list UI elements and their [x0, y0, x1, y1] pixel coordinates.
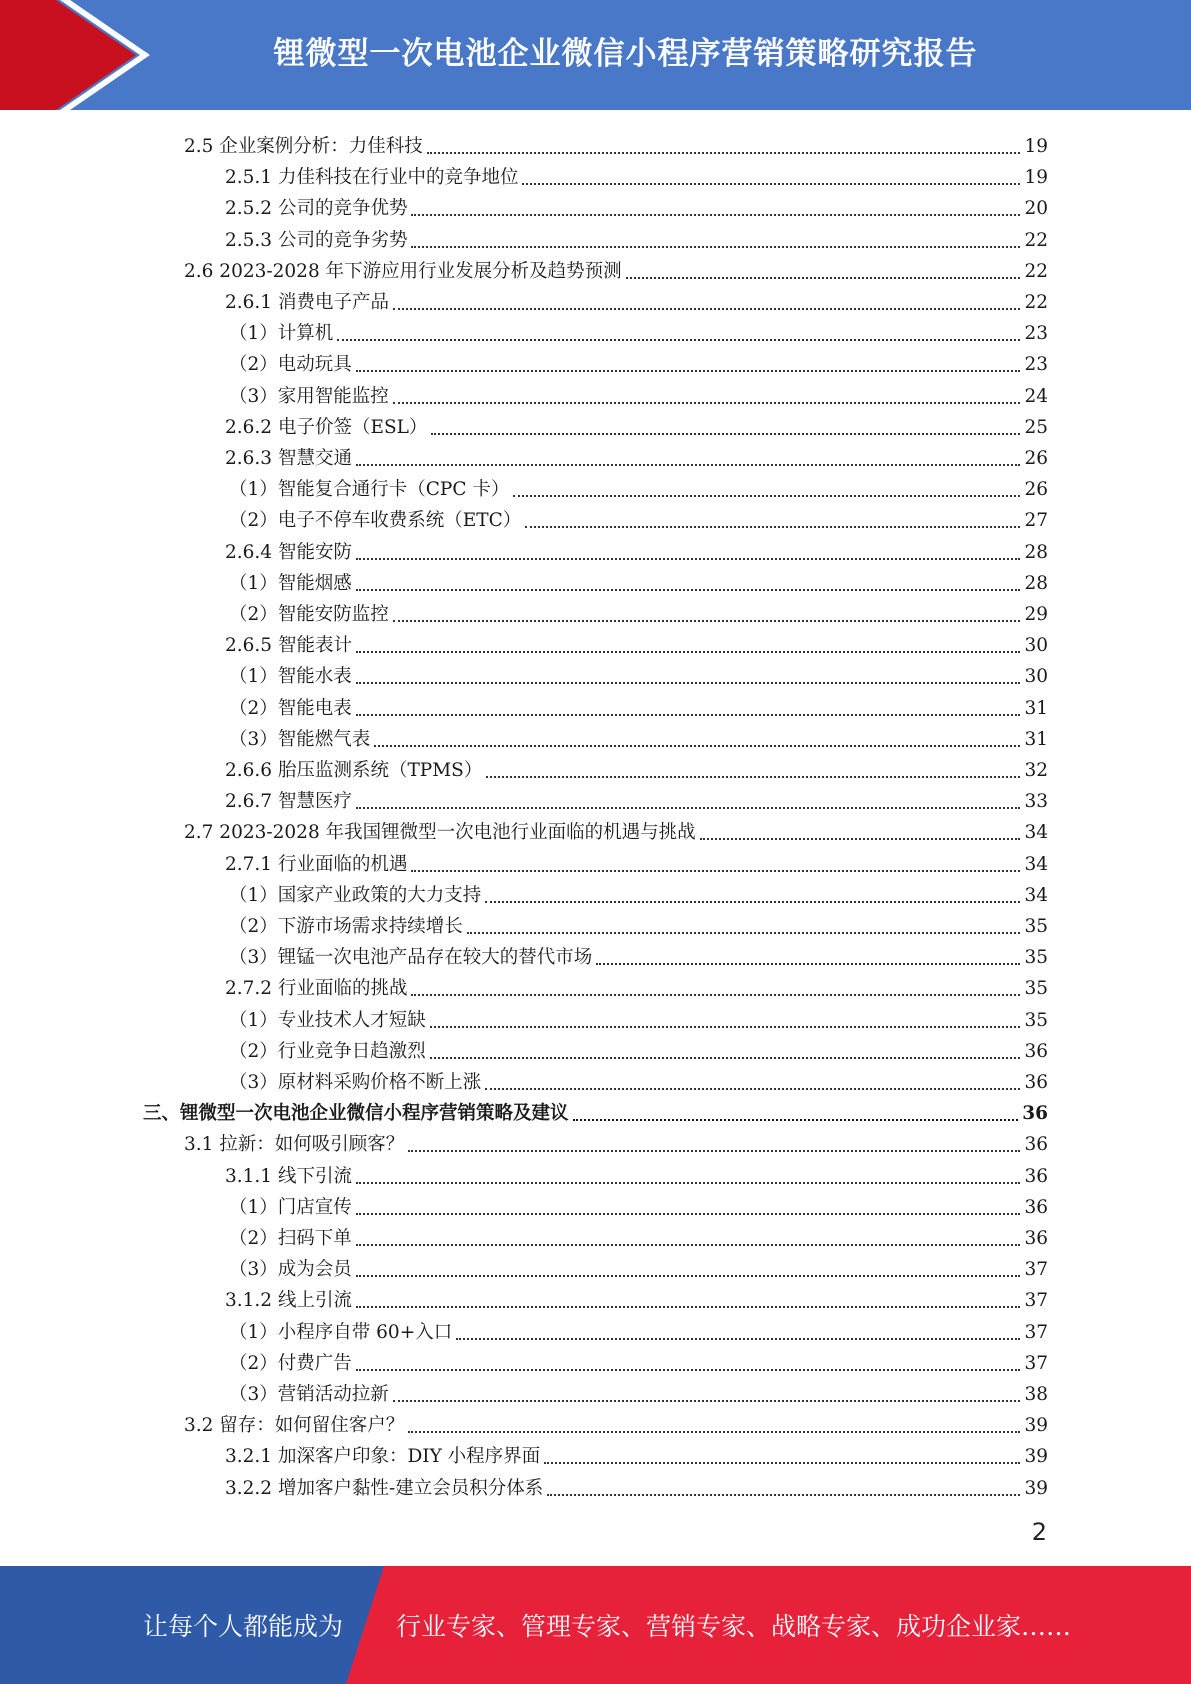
page-header: [0, 0, 1191, 110]
toc-entry-label: 2.7.1 行业面临的机遇: [225, 853, 408, 875]
toc-entry-label: 3.2 留存：如何留住客户？: [184, 1415, 405, 1437]
toc-entry-label: 2.5 企业案例分析：力佳科技: [184, 136, 423, 157]
toc-entry[interactable]: [225, 751, 1048, 782]
toc-leader-dots: [485, 1088, 1020, 1090]
toc-entry-page: 19: [1024, 167, 1048, 189]
toc-entry[interactable]: [229, 564, 1048, 595]
toc-leader-dots: [356, 1182, 1021, 1184]
toc-leader-dots: [356, 1244, 1021, 1246]
toc-entry[interactable]: [229, 876, 1048, 907]
toc-entry-label: 2.6.5 智能表计: [225, 635, 352, 657]
toc-leader-dots: [356, 1369, 1021, 1371]
toc-entry[interactable]: [229, 1375, 1048, 1406]
toc-leader-dots: [393, 1400, 1021, 1402]
toc-leader-dots: [547, 1494, 1020, 1496]
toc-leader-dots: [356, 807, 1021, 809]
toc-leader-dots: [356, 682, 1021, 684]
toc-entry[interactable]: [229, 377, 1048, 408]
toc-leader-dots: [430, 1057, 1021, 1059]
toc-entry-label: （1）专业技术人才短缺: [229, 1009, 426, 1031]
toc-leader-dots: [408, 1431, 1020, 1433]
toc-entry-label: 2.6.4 智能安防: [225, 541, 352, 563]
toc-entry-label: 2.6.1 消费电子产品: [225, 292, 389, 313]
toc-entry[interactable]: [184, 1406, 1048, 1437]
toc-entry-page: 35: [1024, 947, 1048, 969]
toc-leader-dots: [525, 526, 1020, 528]
toc-entry-page: 22: [1024, 292, 1048, 313]
toc-entry-label: （3）智能燃气表: [229, 728, 371, 750]
toc-entry-label: 3.1 拉新：如何吸引顾客？: [184, 1134, 405, 1156]
toc-entry-page: 19: [1024, 136, 1048, 157]
toc-leader-dots: [356, 464, 1021, 466]
toc-leader-dots: [411, 870, 1020, 872]
toc-entry-page: 36: [1024, 1072, 1048, 1093]
toc-entry-label: 2.6.6 胎压监测系统（TPMS）: [225, 760, 483, 781]
report-title: 锂微型一次电池企业微信小程序营销策略研究报告: [273, 35, 978, 72]
toc-entry[interactable]: [225, 969, 1048, 1000]
toc-entry-label: （2）行业竞争日趋激烈: [229, 1040, 426, 1062]
page-footer: [0, 1566, 1191, 1684]
toc-entry[interactable]: [229, 1344, 1048, 1375]
toc-entry[interactable]: [229, 1032, 1048, 1063]
toc-entry[interactable]: [184, 1125, 1048, 1156]
toc-entry-page: 35: [1024, 916, 1048, 937]
toc-entry[interactable]: [229, 1063, 1048, 1094]
toc-leader-dots: [430, 1026, 1021, 1028]
toc-leader-dots: [393, 402, 1021, 404]
toc-leader-dots: [544, 1462, 1020, 1464]
toc-leader-dots: [356, 651, 1021, 653]
toc-entry[interactable]: [225, 189, 1048, 220]
toc-entry-page: 35: [1024, 978, 1048, 1000]
toc-entry-label: 3.2.2 增加客户黏性-建立会员积分体系: [225, 1477, 544, 1499]
toc-entry[interactable]: [229, 595, 1048, 626]
toc-entry-label: （1）计算机: [229, 323, 334, 345]
toc-entry-page: 35: [1024, 1009, 1048, 1031]
toc-entry[interactable]: [225, 626, 1048, 657]
toc-entry-page: 22: [1024, 260, 1048, 282]
toc-leader-dots: [356, 589, 1021, 591]
footer-slogan-left: 让每个人都能成为: [143, 1612, 344, 1641]
toc-entry-label: 2.5.2 公司的竞争优势: [225, 198, 408, 220]
toc-entry-label: （2）付费广告: [229, 1352, 352, 1374]
toc-entry[interactable]: [225, 1157, 1048, 1188]
toc-entry-page: 39: [1024, 1477, 1048, 1499]
toc-entry[interactable]: [225, 845, 1048, 876]
toc-entry-page: 29: [1024, 604, 1048, 625]
toc-entry-label: 3.1.2 线上引流: [225, 1290, 352, 1312]
toc-leader-dots: [356, 714, 1021, 716]
toc-entry-page: 25: [1024, 416, 1048, 438]
toc-leader-dots: [456, 1338, 1020, 1340]
toc-entry-label: （1）智能复合通行卡（CPC 卡）: [229, 479, 510, 501]
toc-entry-page: 34: [1024, 853, 1048, 875]
toc-entry-page: 27: [1024, 510, 1048, 532]
toc-entry-page: 23: [1024, 323, 1048, 345]
toc-entry-page: 30: [1024, 635, 1048, 657]
toc-leader-dots: [356, 1306, 1021, 1308]
toc-entry[interactable]: [184, 813, 1048, 844]
toc-entry-page: 36: [1024, 1040, 1048, 1062]
toc-entry-page: 39: [1024, 1446, 1048, 1468]
toc-leader-dots: [485, 901, 1020, 903]
toc-entry-page: 37: [1024, 1321, 1048, 1343]
toc-entry[interactable]: [229, 501, 1048, 532]
toc-entry-page: 36: [1024, 1165, 1048, 1187]
toc-leader-dots: [573, 1119, 1019, 1121]
toc-entry[interactable]: [184, 252, 1048, 283]
toc-leader-dots: [427, 152, 1021, 154]
toc-leader-dots: [411, 994, 1020, 996]
toc-entry[interactable]: [229, 1250, 1048, 1281]
toc-entry[interactable]: [229, 907, 1048, 938]
toc-entry-label: （2）扫码下单: [229, 1228, 352, 1249]
toc-entry-label: （3）锂锰一次电池产品存在较大的替代市场: [229, 947, 593, 969]
toc-entry[interactable]: [229, 470, 1048, 501]
toc-entry-page: 30: [1024, 666, 1048, 688]
toc-entry-label: （2）电动玩具: [229, 354, 352, 376]
toc-entry[interactable]: [225, 158, 1048, 189]
toc-entry[interactable]: [225, 782, 1048, 813]
toc-leader-dots: [596, 963, 1020, 965]
toc-entry[interactable]: [225, 221, 1048, 252]
toc-entry[interactable]: [225, 1469, 1048, 1500]
toc-entry-label: （1）门店宣传: [229, 1196, 352, 1218]
toc-leader-dots: [356, 1213, 1021, 1215]
toc-entry-label: 2.5.3 公司的竞争劣势: [225, 229, 408, 251]
toc-entry[interactable]: [229, 938, 1048, 969]
toc-leader-dots: [700, 838, 1021, 840]
toc-leader-dots: [411, 246, 1020, 248]
toc-entry-label: 2.7.2 行业面临的挑战: [225, 978, 408, 1000]
toc-entry-label: 2.6.7 智慧医疗: [225, 791, 352, 813]
toc-entry-label: （2）电子不停车收费系统（ETC）: [229, 510, 522, 532]
toc-entry[interactable]: [229, 1001, 1048, 1032]
toc-leader-dots: [393, 308, 1020, 310]
toc-entry-page: 37: [1024, 1352, 1048, 1374]
toc-entry-page: 31: [1024, 697, 1048, 719]
toc-leader-dots: [408, 1150, 1020, 1152]
toc-entry[interactable]: [229, 1313, 1048, 1344]
toc-leader-dots: [522, 183, 1020, 185]
toc-entry-label: 2.5.1 力佳科技在行业中的竞争地位: [225, 167, 519, 189]
toc-entry[interactable]: [225, 408, 1048, 439]
toc-entry-page: 34: [1024, 822, 1048, 844]
toc-entry-label: （2）智能安防监控: [229, 604, 389, 625]
toc-entry-label: （1）智能水表: [229, 666, 352, 688]
toc-entry-page: 36: [1024, 1134, 1048, 1156]
toc-entry-page: 33: [1024, 791, 1048, 813]
toc-entry-page: 23: [1024, 354, 1048, 376]
footer-slogan-right: 行业专家、管理专家、营销专家、战略专家、成功企业家……: [396, 1612, 1072, 1641]
toc-entry-label: 2.7 2023-2028 年我国锂微型一次电池行业面临的机遇与挑战: [184, 822, 696, 844]
toc-entry-label: 2.6.2 电子价签（ESL）: [225, 416, 428, 438]
toc-entry-label: 2.6.3 智慧交通: [225, 448, 352, 469]
toc-entry-page: 39: [1024, 1415, 1048, 1437]
toc-entry[interactable]: [229, 720, 1048, 751]
toc-entry[interactable]: [225, 439, 1048, 470]
toc-entry-label: （3）家用智能监控: [229, 385, 389, 407]
toc-entry-label: （3）原材料采购价格不断上涨: [229, 1072, 482, 1093]
toc-entry[interactable]: [229, 1219, 1048, 1250]
toc-entry[interactable]: [229, 689, 1048, 720]
toc-entry-label: （1）小程序自带 60+入口: [229, 1321, 453, 1343]
toc-entry-page: 26: [1024, 448, 1048, 469]
toc-entry-page: 22: [1024, 229, 1048, 251]
toc-leader-dots: [356, 558, 1021, 560]
toc-entry-label: （3）营销活动拉新: [229, 1384, 389, 1405]
toc-entry-page: 26: [1024, 479, 1048, 501]
toc-entry[interactable]: [225, 283, 1048, 314]
toc-entry-label: （2）下游市场需求持续增长: [229, 916, 463, 937]
toc-entry-label: 3.1.1 线下引流: [225, 1165, 352, 1187]
toc-entry-page: 34: [1024, 884, 1048, 906]
toc-entry-label: （2）智能电表: [229, 697, 352, 719]
toc-leader-dots: [626, 277, 1021, 279]
toc-entry[interactable]: [225, 1281, 1048, 1312]
toc-leader-dots: [356, 370, 1021, 372]
toc-entry-page: 28: [1024, 541, 1048, 563]
toc-entry-label: 3.2.1 加深客户印象：DIY 小程序界面: [225, 1446, 541, 1468]
toc-entry-page: 37: [1024, 1290, 1048, 1312]
toc-entry[interactable]: [225, 1437, 1048, 1468]
toc-leader-dots: [486, 776, 1020, 778]
toc-entry[interactable]: [229, 345, 1048, 376]
toc-entry-label: 2.6 2023-2028 年下游应用行业发展分析及趋势预测: [184, 260, 622, 282]
toc-entry-page: 32: [1024, 760, 1048, 781]
toc-leader-dots: [411, 214, 1020, 216]
toc-entry-page: 37: [1024, 1259, 1048, 1281]
toc-leader-dots: [337, 339, 1020, 341]
toc-leader-dots: [467, 932, 1021, 934]
page-number: 2: [1031, 1518, 1047, 1546]
toc-leader-dots: [356, 1275, 1021, 1277]
toc-entry-label: （3）成为会员: [229, 1259, 352, 1281]
toc-entry-label: （1）国家产业政策的大力支持: [229, 884, 482, 906]
toc-leader-dots: [393, 620, 1021, 622]
toc-leader-dots: [374, 745, 1020, 747]
toc-entry[interactable]: [229, 1188, 1048, 1219]
toc-entry[interactable]: [229, 657, 1048, 688]
toc-entry-page: 36: [1022, 1103, 1048, 1125]
toc-entry[interactable]: [225, 533, 1048, 564]
toc-entry-page: 24: [1024, 385, 1048, 407]
toc-leader-dots: [431, 433, 1020, 435]
toc-leader-dots: [513, 495, 1020, 497]
toc-entry-label: （1）智能烟感: [229, 572, 352, 594]
toc-entry[interactable]: [184, 127, 1048, 158]
toc-entry[interactable]: [229, 314, 1048, 345]
toc-entry-page: 20: [1024, 198, 1048, 220]
toc-entry-page: 31: [1024, 728, 1048, 750]
toc-entry-page: 36: [1024, 1228, 1048, 1249]
toc-entry-label: 三、锂微型一次电池企业微信小程序营销策略及建议: [143, 1103, 569, 1125]
toc-entry-page: 36: [1024, 1196, 1048, 1218]
toc-entry[interactable]: [143, 1094, 1048, 1125]
toc-entry-page: 28: [1024, 572, 1048, 594]
toc-entry-page: 38: [1024, 1384, 1048, 1405]
